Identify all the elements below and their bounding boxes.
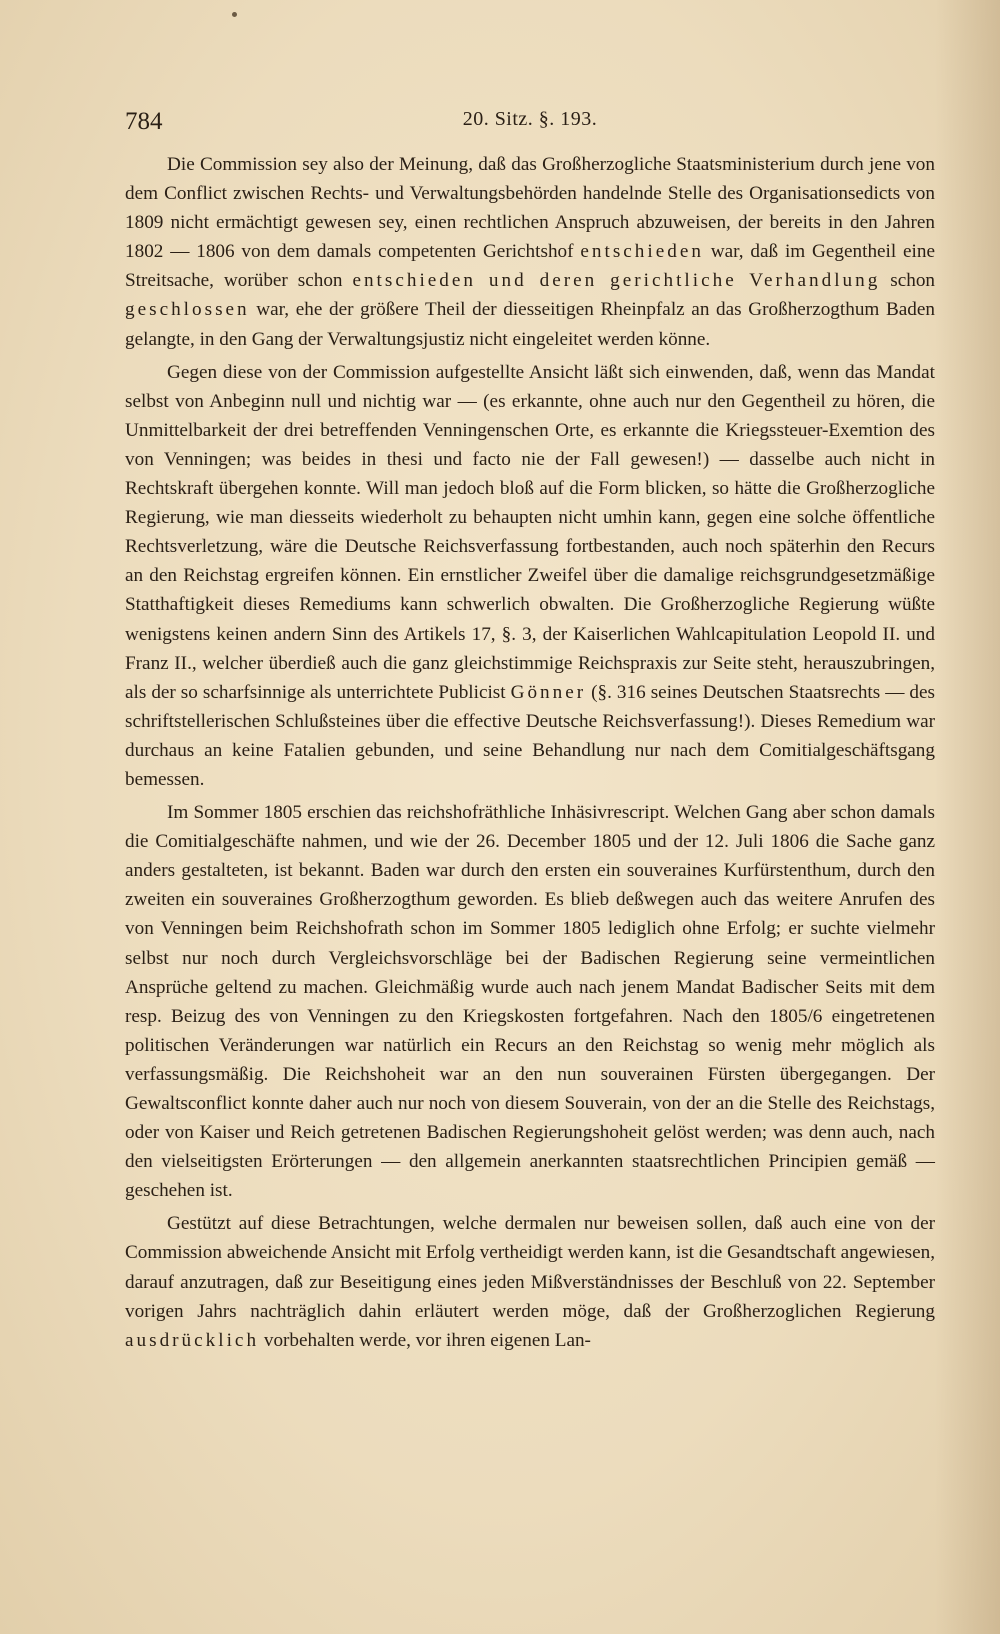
paragraph-text: Die Commission sey also der Meinung, daß das Großherzogliche Staatsministerium durch jene von dem Conflict zwischen Rechts- und Verwaltungsbehörden handelnde Stelle des Organisationsedicts von 1809 nicht ermächtigt gewesen sey, einen rechtlichen Anspruch abzuweisen, der bereits in den Jahren 1802 — 1806 von dem damals competenten Gerichtshof [125, 154, 935, 263]
paragraph-text: Gestützt auf diese Betrachtungen, welche dermalen nur beweisen sollen, daß auch eine von der Commission abweichende Ansicht mit Erfolg vertheidigt werden kann, ist die Gesandtschaft angewiesen, darauf anzutragen, daß zur Beseitigung eines jeden Mißverständnisses der Beschluß von 22. September vorigen Jahrs nachträglich dahin erläutert werden möge, daß der Großherzoglichen Regierung [125, 1213, 935, 1322]
body-text [125, 150, 935, 1355]
paragraph-text: (§. 316 seines Deutschen Staatsrechts — des schriftstellerischen Schlußsteines über die effective Deutsche Reichsverfassung!). Dieses Remedium war durchaus an keine Fatalien gebunden, und seine Behandlung nur nach dem Comitialgeschäftsgang bemessen. [125, 681, 935, 790]
page-header [125, 108, 935, 144]
paper-speck [232, 12, 237, 17]
running-head: 20. Sitz. §. 193. [462, 108, 598, 130]
paragraph-text: vorbehalten werde, vor ihren eigenen Lan- [259, 1329, 591, 1351]
paragraph [125, 358, 935, 794]
paragraph-text: war, daß im Gegentheil eine Streitsache, worüber schon [125, 241, 935, 292]
paragraph-text: Gegen diese von der Commission aufgestellte Ansicht läßt sich einwenden, daß, wenn das Mandat selbst von Anbeginn null und nichtig war — (es erkannte, ohne auch nur den Gegentheil zu hören, die Unmittelbarkeit der drei betreffenden Venningenschen Orte, es erkannte die Kriegssteuer-Exemtion des von Venningen; was beides in thesi und facto nie der Fall gewesen!) — dasselbe auch nicht in Rechtskraft übergehen konnte. Will man jedoch bloß auf die Form blicken, so hätte die Großherzogliche Regierung, wie man diesseits wiederholt zu behaupten nicht umhin kann, gegen eine solche öffentliche Rechtsverletzung, wäre die Deutsche Reichsverfassung fortbestanden, auch noch späterhin den Recurs an den Reichstag ergreifen können. Ein ernstlicher Zweifel über die damalige reichsgrundgesetzmäßige Statthaftigkeit dieses Remediums kann schwerlich obwalten. Die Großherzogliche Regierung wüßte wenigstens keinen andern Sinn des Artikels 17, §. 3, der Kaiserlichen Wahlcapitulation Leopold II. und Franz II., welcher überdieß auch die ganz gleichstimmige Reichspraxis zur Seite steht, herauszubringen, als der so scharfsinnige als unterrichtete Publicist [125, 361, 935, 703]
paragraph [125, 150, 935, 354]
paragraph-text: Im Sommer 1805 erschien das reichshofräthliche Inhäsivrescript. Welchen Gang aber schon damals die Comitialgeschäfte nahmen, und wie der 26. December 1805 und der 12. Juli 1806 die Sache ganz anders gestalteten, ist bekannt. Baden war durch den ersten ein souveraines Kurfürstenthum, durch den zweiten ein souveraines Großherzogthum geworden. Es blieb deßwegen auch das weitere Anrufen des von Venningen beim Reichshofrath schon im Sommer 1805 lediglich ohne Erfolg; er suchte vielmehr selbst nur noch durch Vergleichsvorschläge bei der Badischen Regierung seine vermeintlichen Ansprüche geltend zu machen. Gleichmäßig wurde auch nach jenem Mandat Badischer Seits mit dem resp. Beizug des von Venningen zu den Kriegskosten fortgefahren. Nach den 1805/6 eingetretenen politischen Veränderungen war natürlich ein Recurs an den Reichstag so wenig mehr möglich als verfassungsmäßig. Die Reichshoheit war an den nun souverainen Fürsten übergegangen. Der Gewaltsconflict konnte daher auch nur noch von diesem Souverain, von der an die Stelle des Reichstags, oder von Kaiser und Reich getretenen Badischen Regierungshoheit gelöst werden; was denn auch, nach den vielseitigsten Erörterungen — den allgemein anerkannten staatsrechtlichen Principien gemäß — geschehen ist. [125, 802, 935, 1202]
paragraph [125, 798, 935, 1205]
emphasized-text: geschlossen [125, 299, 250, 321]
emphasized-text: entschieden und deren gerichtliche Verhandlung [352, 270, 881, 292]
emphasized-text: ausdrücklich [125, 1329, 260, 1351]
page-edge-shadow [935, 0, 1000, 1634]
page-number: 784 [125, 108, 163, 135]
paragraph [125, 1209, 935, 1354]
emphasized-text: entschieden [580, 241, 704, 263]
paragraph-text: war, ehe der größere Theil der diesseitigen Rheinpfalz an das Großherzogthum Baden gelangte, in den Gang der Verwaltungsjustiz nicht eingeleitet werden könne. [125, 299, 935, 350]
emphasized-text: Gönner [510, 681, 587, 703]
paragraph-text: schon [880, 270, 936, 292]
